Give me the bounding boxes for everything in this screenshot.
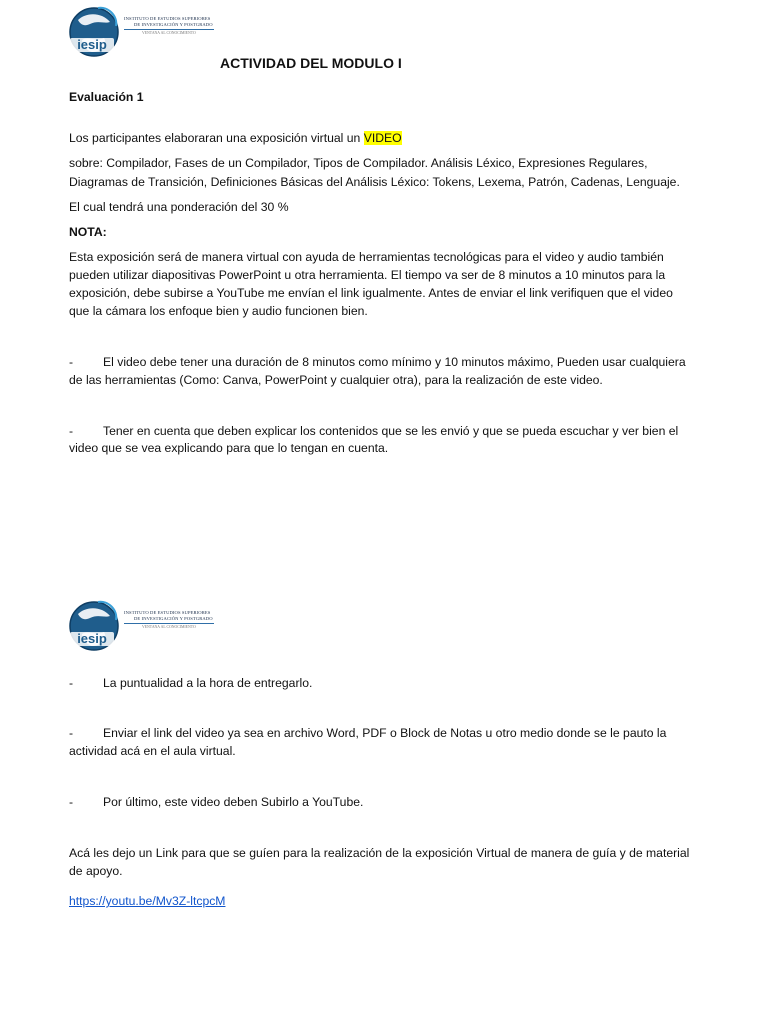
youtube-link[interactable]: https://youtu.be/Mv3Z-ltcpcM <box>69 894 226 908</box>
bullet-2-cont: video que se vea explicando para que lo tengan en cuenta. <box>69 441 389 455</box>
nota-line-2: pueden utilizar diapositivas PowerPoint u otra herramienta. El tiempo va ser de 8 minutos a 10 minutos para la <box>69 268 666 282</box>
nota-line-3: exposición, debe subirse a YouTube me envían el link igualmente. Antes de enviar el link verifiquen que el video <box>69 286 673 300</box>
bullet-4-text: Enviar el link del video ya sea en archivo Word, PDF o Block de Notas u otro medio donde se le pauto la <box>103 726 667 740</box>
nota-label: NOTA: <box>69 225 107 239</box>
logo-line-2: DE INVESTIGACIÓN Y POSTGRADO <box>134 616 213 621</box>
bullet-5 <box>69 793 363 812</box>
intro-line <box>69 129 402 148</box>
logo-text <box>124 16 218 36</box>
globe-logo-icon <box>68 2 124 66</box>
bullet-3-text: La puntualidad a la hora de entregarlo. <box>103 676 313 690</box>
bullet-dash: - <box>69 795 74 809</box>
logo-line-1: INSTITUTO DE ESTUDIOS SUPERIORES <box>124 16 211 21</box>
nota-line-1: Esta exposición será de manera virtual con ayuda de herramientas tecnológicas para el video y audio también <box>69 250 664 264</box>
closing-line-2: de apoyo. <box>69 864 123 878</box>
bullet-4 <box>69 724 666 743</box>
logo-slogan: VENTANA AL CONOCIMIENTO <box>142 31 196 35</box>
video-highlight: VIDEO <box>363 131 402 145</box>
logo-divider <box>124 623 214 624</box>
bullet-4-cont: actividad acá en el aula virtual. <box>69 744 236 758</box>
topics-line-2: Diagramas de Transición, Definiciones Básicas del Análisis Léxico: Tokens, Lexema, Patrón, Cadenas, Lenguaje. <box>69 175 680 189</box>
logo-slogan: VENTANA AL CONOCIMIENTO <box>142 625 196 629</box>
bullet-dash: - <box>69 676 74 690</box>
bullet-3 <box>69 674 312 693</box>
topics-line-1: sobre: Compilador, Fases de un Compilador, Tipos de Compilador. Análisis Léxico, Expresiones Regulares, <box>69 156 648 170</box>
institution-logo-page-2 <box>68 596 218 660</box>
logo-divider <box>124 29 214 30</box>
institution-logo <box>68 2 218 66</box>
logo-acronym: iesip <box>77 37 107 52</box>
globe-logo-icon <box>68 596 124 660</box>
logo-text <box>124 610 218 630</box>
bullet-1-text: El video debe tener una duración de 8 minutos como mínimo y 10 minutos máximo, Pueden usar cualquiera <box>103 355 686 369</box>
intro-prefix: Los participantes elaboraran una exposición virtual un <box>69 131 364 145</box>
nota-line-4: que la cámara los enfoque bien y audio funcionen bien. <box>69 304 368 318</box>
closing-line-1: Acá les dejo un Link para que se guíen para la realización de la exposición Virtual de manera de guía y de material <box>69 846 690 860</box>
bullet-dash: - <box>69 424 74 438</box>
bullet-2-text: Tener en cuenta que deben explicar los contenidos que se les envió y que se pueda escuchar y ver bien el <box>103 424 679 438</box>
video-link[interactable] <box>69 892 225 911</box>
logo-line-2: DE INVESTIGACIÓN Y POSTGRADO <box>134 22 213 27</box>
bullet-1-cont: de las herramientas (Como: Canva, PowerPoint y cualquier otra), para la realización de este video. <box>69 373 603 387</box>
weight-line: El cual tendrá una ponderación del 30 % <box>69 200 289 214</box>
bullet-dash: - <box>69 355 74 369</box>
bullet-1 <box>69 353 686 372</box>
bullet-5-text: Por último, este video deben Subirlo a YouTube. <box>103 795 364 809</box>
page-title: ACTIVIDAD DEL MODULO I <box>220 55 402 71</box>
bullet-dash: - <box>69 726 74 740</box>
bullet-2 <box>69 422 678 441</box>
logo-line-1: INSTITUTO DE ESTUDIOS SUPERIORES <box>124 610 211 615</box>
logo-acronym: iesip <box>77 631 107 646</box>
evaluation-heading: Evaluación 1 <box>69 90 144 104</box>
